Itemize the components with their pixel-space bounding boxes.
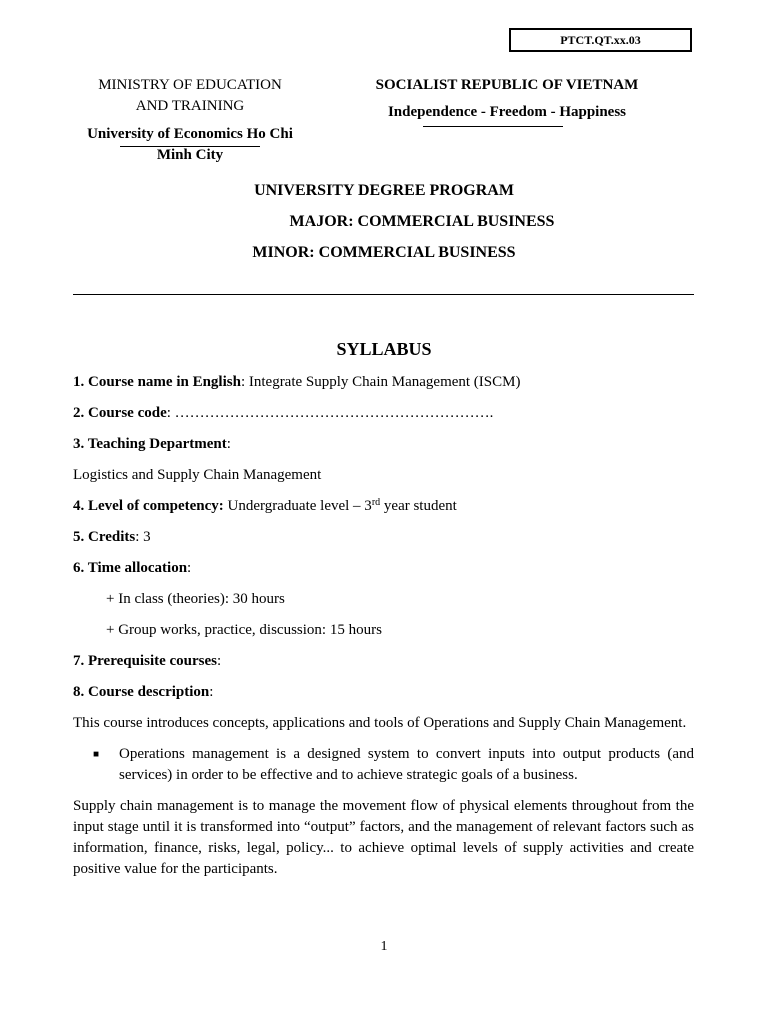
syllabus-heading: SYLLABUS (336, 339, 432, 359)
ministry-line-2: AND TRAINING (135, 98, 245, 114)
time-allocation-row (73, 558, 694, 589)
competency-value-pre: Undergraduate level – 3 (223, 498, 372, 514)
description-colon: : (209, 684, 214, 700)
course-code-row (73, 403, 694, 434)
competency-row (73, 496, 694, 527)
course-name-row (73, 372, 694, 403)
university-line-2: Minh City (156, 147, 224, 163)
description-row (73, 682, 694, 713)
program-major: MAJOR: COMMERCIAL BUSINESS (289, 213, 555, 230)
syllabus-content (73, 372, 694, 880)
description-intro: This course introduces concepts, applications and tools of Operations and Supply Chain Management. (73, 715, 687, 731)
time-item-group-works: + Group works, practice, discussion: 15 hours (106, 622, 382, 638)
republic-name: SOCIALIST REPUBLIC OF VIETNAM (375, 77, 639, 93)
credits-value: : 3 (135, 529, 151, 545)
university-line-1: University of Economics Ho Chi (87, 126, 293, 142)
teaching-dept-value: Logistics and Supply Chain Management (73, 467, 322, 483)
teaching-dept-row (73, 434, 694, 465)
republic-motto: Independence - Freedom - Happiness (387, 104, 627, 120)
program-minor: MINOR: COMMERCIAL BUSINESS (252, 244, 516, 261)
time-item-in-class: + In class (theories): 30 hours (106, 591, 285, 607)
prerequisite-label: 7. Prerequisite courses (73, 653, 218, 669)
credits-label: 5. Credits (73, 529, 136, 545)
time-allocation-colon: : (187, 560, 192, 576)
time-allocation-label: 6. Time allocation (73, 560, 188, 576)
program-title: UNIVERSITY DEGREE PROGRAM (254, 182, 514, 199)
course-code-value: : ………………………………………………………. (166, 405, 494, 421)
prerequisite-colon: : (217, 653, 222, 669)
credits-row (73, 527, 694, 558)
ministry-line-1: MINISTRY OF EDUCATION (98, 77, 282, 93)
republic-header (348, 75, 666, 123)
prerequisite-row (73, 651, 694, 682)
competency-value-post: year student (380, 498, 457, 514)
competency-ordinal: rd (371, 497, 381, 508)
ministry-header (70, 75, 310, 166)
page-number: 1 (380, 939, 388, 954)
right-header-underline (423, 126, 563, 127)
course-name-label: 1. Course name in English (73, 374, 241, 390)
competency-label: 4. Level of competency: (73, 498, 224, 514)
teaching-dept-colon: : (226, 436, 231, 452)
description-paragraph: Supply chain management is to manage the movement flow of physical elements throughout from the input stage until it is transformed into “output” factors, and the management of relevant factors such as information, finance, risks, legal, policy... to achieve optimal levels of supply activities and create positive value for the participants. (73, 798, 694, 877)
left-header-underline (120, 146, 260, 147)
description-label: 8. Course description (73, 684, 210, 700)
square-bullet-icon: ■ (93, 749, 100, 760)
course-code-label: 2. Course code (73, 405, 167, 421)
description-bullet-text: Operations management is a designed system to convert inputs into output products (and services) in order to be effective and to achieve strategic goals of a business. (119, 746, 694, 783)
course-name-value: : Integrate Supply Chain Management (ISCM) (240, 374, 521, 390)
horizontal-divider (73, 294, 694, 295)
description-bullet-item (93, 744, 694, 786)
document-code-box: PTCT.QT.xx.03 (509, 28, 692, 52)
teaching-dept-label: 3. Teaching Department (73, 436, 227, 452)
